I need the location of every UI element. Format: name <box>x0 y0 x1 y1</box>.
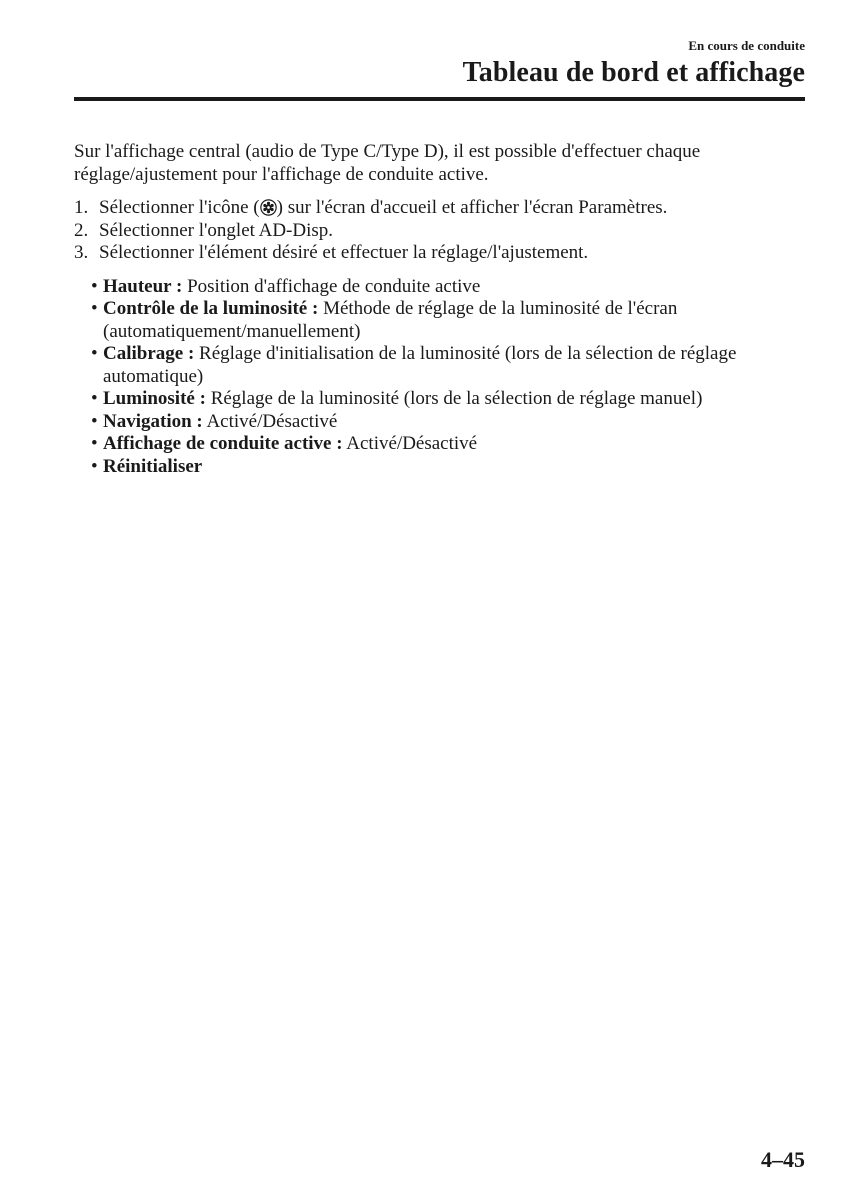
item-term: Réinitialiser <box>103 455 203 477</box>
intro-paragraph: Sur l'affichage central (audio de Type C/Type D), il est possible d'effectuer chaque réglage/ajustement pour l'affichage de conduite active. <box>74 141 701 185</box>
step-text: Sélectionner l'élément désiré et effectuer la réglage/l'ajustement. <box>99 242 589 263</box>
step-text <box>99 197 667 220</box>
bullet-marker: • <box>91 388 98 409</box>
item-term: Navigation : <box>103 410 203 432</box>
step-text-before: Sélectionner l'icône ( <box>99 197 260 218</box>
bullet-marker: • <box>91 455 98 477</box>
step-number: 2. <box>74 219 89 241</box>
settings-item-hauteur <box>91 276 814 299</box>
item-term: Luminosité : <box>103 388 206 409</box>
item-description: Activé/Désactivé <box>346 433 478 454</box>
settings-item-calibrage <box>91 343 814 388</box>
step-item <box>74 242 814 265</box>
item-description: Activé/Désactivé <box>206 410 338 432</box>
step-text: Sélectionner l'onglet AD-Disp. <box>99 219 334 241</box>
settings-list <box>91 276 814 479</box>
bullet-marker: • <box>91 433 98 454</box>
item-term: Hauteur : <box>103 275 183 297</box>
page-title: Tableau de bord et affichage <box>462 57 805 88</box>
settings-item-affichage-conduite-active <box>91 433 814 456</box>
main-content <box>74 141 814 478</box>
header-rule <box>74 97 805 101</box>
settings-item-navigation <box>91 411 814 434</box>
page-number: 4–45 <box>761 1147 805 1172</box>
steps-list <box>74 197 814 265</box>
step-item <box>74 197 814 220</box>
bullet-marker: • <box>91 343 98 364</box>
item-description: Réglage d'initialisation de la luminosité (lors de la sélection de réglage automatique) <box>103 343 737 387</box>
bullet-marker: • <box>91 275 98 297</box>
settings-item-reinitialiser <box>91 456 814 479</box>
page-header <box>74 38 805 101</box>
item-term: Calibrage : <box>103 343 195 364</box>
item-term: Contrôle de la luminosité : <box>103 298 319 319</box>
step-item <box>74 220 814 243</box>
step-number: 3. <box>74 242 89 263</box>
settings-gear-icon <box>260 199 277 216</box>
step-text-after: ) sur l'écran d'accueil et afficher l'écran Paramètres. <box>276 197 668 218</box>
item-term: Affichage de conduite active : <box>103 433 343 454</box>
section-name: En cours de conduite <box>688 38 805 53</box>
settings-item-luminosite <box>91 388 814 411</box>
bullet-marker: • <box>91 410 98 432</box>
step-number: 1. <box>74 197 89 218</box>
settings-item-controle-luminosite <box>91 298 814 343</box>
item-description: Méthode de réglage de la luminosité de l'écran (automatiquement/manuellement) <box>103 298 678 342</box>
item-description: Réglage de la luminosité (lors de la sélection de réglage manuel) <box>210 388 703 409</box>
bullet-marker: • <box>91 298 98 319</box>
item-description: Position d'affichage de conduite active <box>187 275 481 297</box>
